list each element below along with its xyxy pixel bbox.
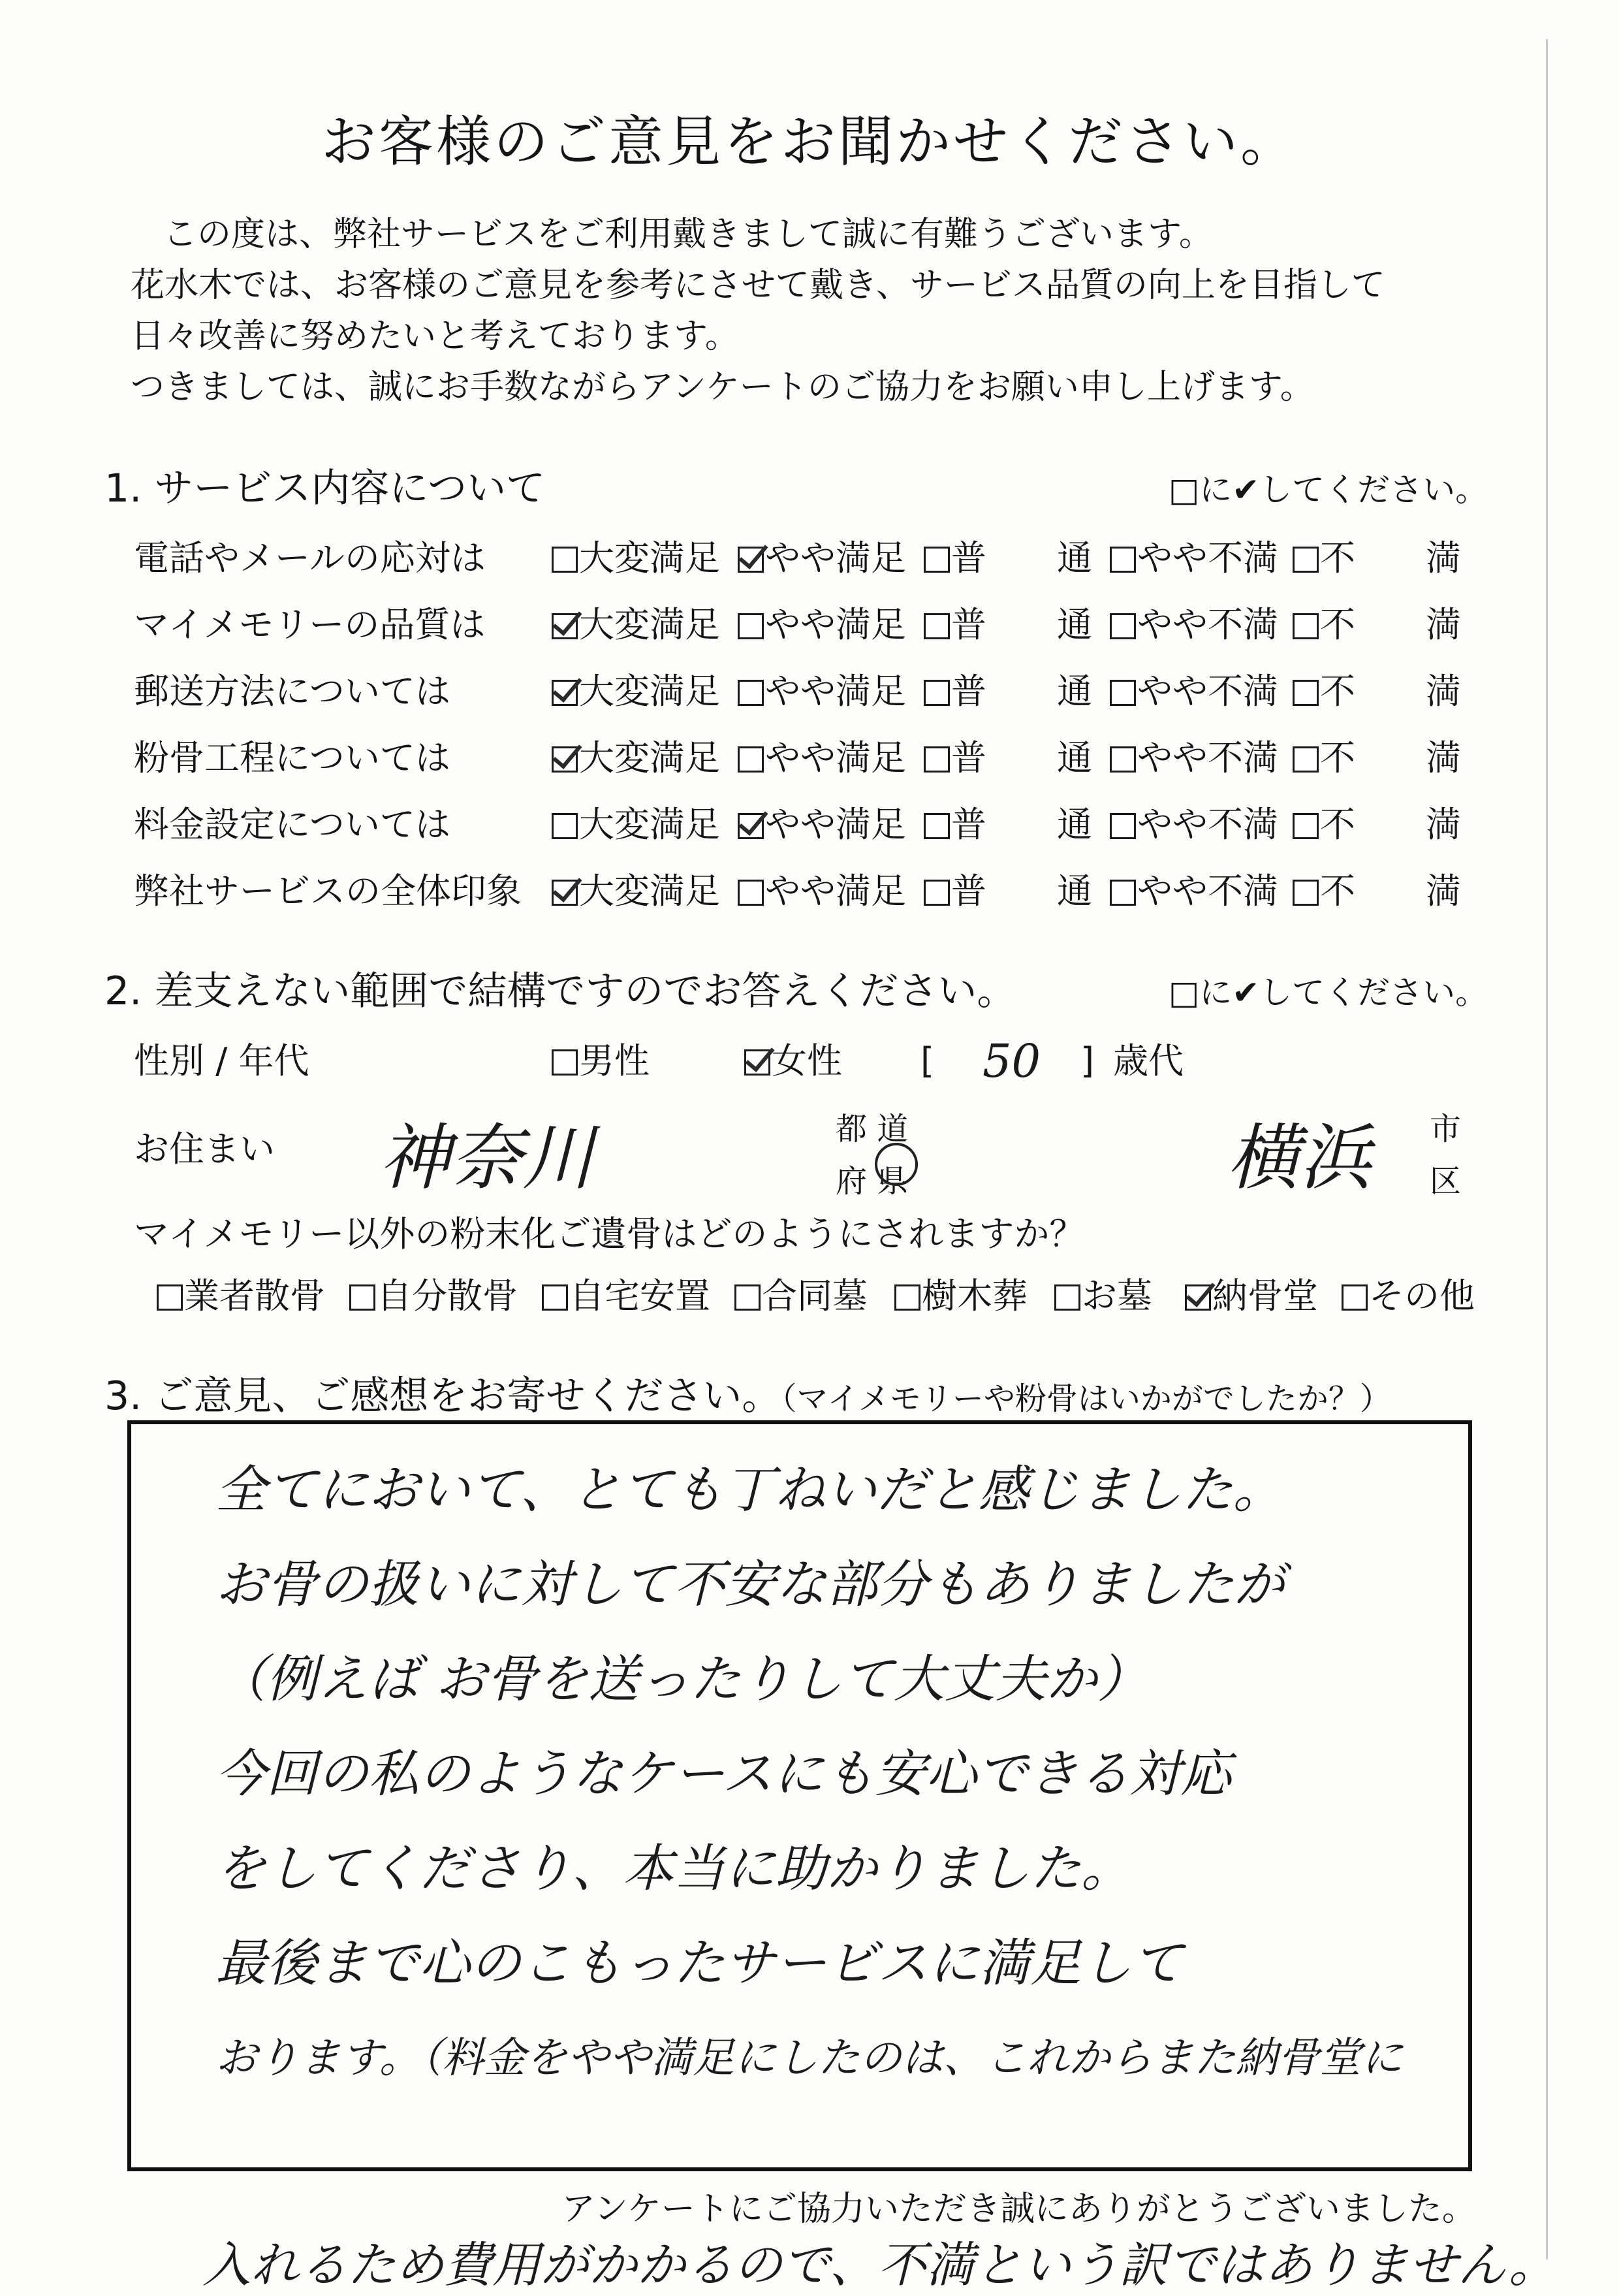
satisfaction-option[interactable] [924, 865, 1092, 917]
satisfaction-option-label: やや不満 [1137, 870, 1278, 912]
satisfaction-checkbox[interactable] [1110, 813, 1136, 839]
satisfaction-checkbox[interactable] [552, 880, 578, 906]
gender-male-label: 男性 [579, 1040, 650, 1081]
satisfaction-checkbox[interactable] [924, 746, 950, 773]
satisfaction-option-label: やや不満 [1137, 537, 1278, 579]
satisfaction-option-label: 大変満足 [579, 737, 720, 778]
residence-label: お住まい [134, 1128, 275, 1170]
gender-male-option[interactable] [552, 1035, 650, 1087]
intro-line: 花水木では、お客様のご意見を参考にさせて戴き、サービス品質の向上を目指して [131, 266, 1385, 305]
age-close-bracket: ] [1080, 1040, 1095, 1081]
remains-option-label: 納骨堂 [1212, 1275, 1318, 1316]
satisfaction-option[interactable] [1293, 665, 1461, 718]
satisfaction-option-label: 大変満足 [579, 870, 720, 912]
satisfaction-option-label: 不 満 [1320, 671, 1461, 712]
satisfaction-option[interactable] [1110, 732, 1278, 784]
section3-note: （マイメモリーや粉骨はいかがでしたか？） [781, 1380, 1391, 1417]
satisfaction-row-label: 粉骨工程については [134, 737, 450, 778]
satisfaction-checkbox[interactable] [552, 813, 578, 839]
remains-checkbox[interactable] [894, 1284, 920, 1311]
prefecture-handwritten[interactable]: 神奈川 [379, 1116, 594, 1200]
remains-option[interactable] [1054, 1270, 1152, 1322]
prefecture-type-bottom: 府 県 [836, 1163, 909, 1200]
satisfaction-option-label: やや満足 [765, 671, 906, 712]
satisfaction-row-label: 料金設定については [134, 804, 450, 845]
satisfaction-option[interactable] [1293, 799, 1461, 851]
satisfaction-checkbox[interactable] [738, 547, 764, 573]
remains-option[interactable] [894, 1270, 1028, 1322]
satisfaction-row-label: 電話やメールの応対は [134, 537, 486, 579]
comment-line: お骨の扱いに対して不安な部分もありましたが [215, 1555, 1285, 1614]
satisfaction-option[interactable] [924, 599, 1092, 651]
satisfaction-option-label: 普 通 [951, 604, 1092, 645]
satisfaction-option-label: 不 満 [1320, 804, 1461, 845]
satisfaction-option[interactable] [738, 865, 906, 917]
satisfaction-checkbox[interactable] [1293, 613, 1319, 639]
satisfaction-checkbox[interactable] [1293, 547, 1319, 573]
satisfaction-checkbox[interactable] [924, 880, 950, 906]
remains-option-label: その他 [1369, 1275, 1475, 1316]
satisfaction-option-label: 大変満足 [579, 804, 720, 845]
satisfaction-option[interactable] [552, 532, 720, 584]
satisfaction-option[interactable] [1293, 599, 1461, 651]
satisfaction-option[interactable] [1110, 799, 1278, 851]
satisfaction-checkbox[interactable] [1293, 746, 1319, 773]
gender-female-option[interactable] [744, 1035, 842, 1087]
remains-checkbox[interactable] [349, 1284, 375, 1311]
comment-line: 今回の私のようなケースにも安心できる対応 [215, 1745, 1232, 1804]
remains-checkbox[interactable] [157, 1284, 183, 1311]
comment-line: おります。（料金をやや満足にしたのは、これからまた納骨堂に [215, 2034, 1403, 2082]
satisfaction-checkbox[interactable] [738, 880, 764, 906]
remains-option-label: 樹木葬 [922, 1275, 1028, 1316]
satisfaction-option-label: 大変満足 [579, 537, 720, 579]
satisfaction-option-label: やや満足 [765, 737, 906, 778]
satisfaction-option[interactable] [1293, 865, 1461, 917]
satisfaction-option-label: 不 満 [1320, 537, 1461, 579]
city-handwritten[interactable]: 横浜 [1227, 1116, 1371, 1200]
satisfaction-option-label: やや満足 [765, 804, 906, 845]
remains-option[interactable] [349, 1270, 518, 1322]
satisfaction-option-label: やや満足 [765, 604, 906, 645]
satisfaction-checkbox[interactable] [738, 746, 764, 773]
comment-line: 全てにおいて、とても丁ねいだと感じました。 [215, 1461, 1284, 1520]
satisfaction-option[interactable] [924, 532, 1092, 584]
satisfaction-option[interactable] [552, 599, 720, 651]
comment-line: をしてくださり、本当に助かりました。 [215, 1840, 1133, 1898]
satisfaction-option-label: 大変満足 [579, 604, 720, 645]
satisfaction-checkbox[interactable] [1110, 613, 1136, 639]
satisfaction-checkbox[interactable] [738, 813, 764, 839]
satisfaction-row-label: マイメモリーの品質は [134, 604, 486, 645]
intro-line: 日々改善に努めたいと考えております。 [131, 317, 739, 356]
satisfaction-checkbox[interactable] [924, 680, 950, 706]
satisfaction-row-label: 弊社サービスの全体印象 [134, 870, 522, 912]
intro-line: つきましては、誠にお手数ながらアンケートのご協力をお願い申し上げます。 [131, 368, 1314, 407]
remains-checkbox[interactable] [1342, 1284, 1368, 1311]
remains-checkbox[interactable] [542, 1284, 568, 1311]
satisfaction-checkbox[interactable] [924, 547, 950, 573]
remains-option-label: 業者散骨 [184, 1275, 325, 1316]
satisfaction-option[interactable] [924, 665, 1092, 718]
age-value[interactable]: 50 [982, 1034, 1041, 1088]
satisfaction-checkbox[interactable] [924, 813, 950, 839]
page-title: お客様のご意見をお聞かせください。 [321, 110, 1298, 174]
section3-heading [104, 1365, 1391, 1421]
remains-option-label: 合同墓 [762, 1275, 868, 1316]
satisfaction-checkbox[interactable] [552, 613, 578, 639]
section1-hint: □に✔してください。 [1169, 471, 1488, 509]
intro-text [131, 209, 1501, 413]
satisfaction-option[interactable] [1293, 532, 1461, 584]
age-open-bracket: [ [920, 1040, 935, 1081]
satisfaction-option[interactable] [924, 799, 1092, 851]
remains-checkbox[interactable] [1054, 1284, 1080, 1311]
satisfaction-option[interactable] [1293, 732, 1461, 784]
remains-option[interactable] [1185, 1270, 1318, 1322]
satisfaction-option[interactable] [738, 732, 906, 784]
satisfaction-checkbox[interactable] [552, 746, 578, 773]
remains-option-label: 自宅安置 [569, 1275, 710, 1316]
satisfaction-option-label: 普 通 [951, 537, 1092, 579]
satisfaction-checkbox[interactable] [552, 680, 578, 706]
satisfaction-option-label: 大変満足 [579, 671, 720, 712]
section2-hint: □に✔してください。 [1169, 974, 1488, 1012]
section3-title: 3. ご意見、ご感想をお寄せください。 [104, 1373, 781, 1419]
satisfaction-option[interactable] [1110, 599, 1278, 651]
gender-male-checkbox[interactable] [552, 1049, 578, 1076]
satisfaction-checkbox[interactable] [738, 613, 764, 639]
age-suffix: 歳代 [1113, 1040, 1184, 1081]
satisfaction-option-label: やや満足 [765, 870, 906, 912]
satisfaction-checkbox[interactable] [1110, 547, 1136, 573]
satisfaction-option-label: 不 満 [1320, 604, 1461, 645]
satisfaction-option-label: 不 満 [1320, 870, 1461, 912]
remains-option-label: お墓 [1082, 1275, 1152, 1316]
satisfaction-option[interactable] [738, 599, 906, 651]
comment-overflow-line: 入れるため費用がかかるので、不満という訳ではありません。 [202, 2237, 1557, 2293]
gender-age-label: 性別 / 年代 [134, 1040, 309, 1081]
satisfaction-option[interactable] [1110, 532, 1278, 584]
satisfaction-option-label: 普 通 [951, 671, 1092, 712]
satisfaction-option[interactable] [1110, 665, 1278, 718]
satisfaction-option[interactable] [738, 532, 906, 584]
gender-female-label: 女性 [772, 1040, 842, 1081]
comment-line: 最後まで心のこもったサービスに満足して [215, 1934, 1184, 1993]
satisfaction-option[interactable] [552, 732, 720, 784]
satisfaction-option[interactable] [738, 799, 906, 851]
satisfaction-checkbox[interactable] [1293, 680, 1319, 706]
prefecture-circle-mark [875, 1143, 918, 1186]
satisfaction-option-label: 不 満 [1320, 737, 1461, 778]
satisfaction-checkbox[interactable] [1110, 680, 1136, 706]
remains-option[interactable] [542, 1270, 710, 1322]
satisfaction-option-label: やや不満 [1137, 804, 1278, 845]
remains-option[interactable] [1342, 1270, 1475, 1322]
comment-text [215, 1443, 1488, 2106]
satisfaction-option[interactable] [924, 732, 1092, 784]
satisfaction-option[interactable] [552, 799, 720, 851]
satisfaction-row-label: 郵送方法については [134, 671, 450, 712]
satisfaction-option[interactable] [552, 665, 720, 718]
remains-option[interactable] [157, 1270, 325, 1322]
comment-line: （例えば お骨を送ったりして大丈夫か） [215, 1650, 1148, 1709]
intro-line: この度は、弊社サービスをご利用戴きまして誠に有難うございます。 [163, 215, 1213, 254]
satisfaction-option-label: やや不満 [1137, 604, 1278, 645]
satisfaction-option[interactable] [552, 865, 720, 917]
satisfaction-option-label: 普 通 [951, 804, 1092, 845]
satisfaction-option-label: 普 通 [951, 870, 1092, 912]
satisfaction-checkbox[interactable] [1110, 880, 1136, 906]
remains-option[interactable] [734, 1270, 868, 1322]
satisfaction-option-label: 普 通 [951, 737, 1092, 778]
remains-option-label: 自分散骨 [377, 1275, 518, 1316]
satisfaction-checkbox[interactable] [1293, 813, 1319, 839]
satisfaction-option[interactable] [738, 665, 906, 718]
page-edge [1546, 39, 1548, 2259]
remains-checkbox[interactable] [734, 1284, 761, 1311]
satisfaction-checkbox[interactable] [552, 547, 578, 573]
satisfaction-option-label: やや不満 [1137, 737, 1278, 778]
satisfaction-option-label: やや満足 [765, 537, 906, 579]
thanks-message: アンケートにご協力いただき誠にありがとうございました。 [561, 2190, 1476, 2229]
satisfaction-checkbox[interactable] [1110, 746, 1136, 773]
prefecture-type-top: 都 道 [836, 1111, 909, 1147]
remains-checkbox[interactable] [1185, 1284, 1211, 1311]
gender-female-checkbox[interactable] [744, 1049, 770, 1076]
satisfaction-checkbox[interactable] [738, 680, 764, 706]
city-type-top: 市 [1430, 1111, 1462, 1147]
satisfaction-option[interactable] [1110, 865, 1278, 917]
satisfaction-checkbox[interactable] [924, 613, 950, 639]
remains-question: マイメモリー以外の粉末化ご遺骨はどのようにされますか？ [134, 1213, 1085, 1254]
satisfaction-option-label: やや不満 [1137, 671, 1278, 712]
section2-heading: 2. 差支えない範囲で結構ですのでお答えください。 [104, 968, 1016, 1014]
section1-heading: 1. サービス内容について [104, 466, 546, 511]
city-type-bottom: 区 [1430, 1163, 1462, 1200]
satisfaction-checkbox[interactable] [1293, 880, 1319, 906]
